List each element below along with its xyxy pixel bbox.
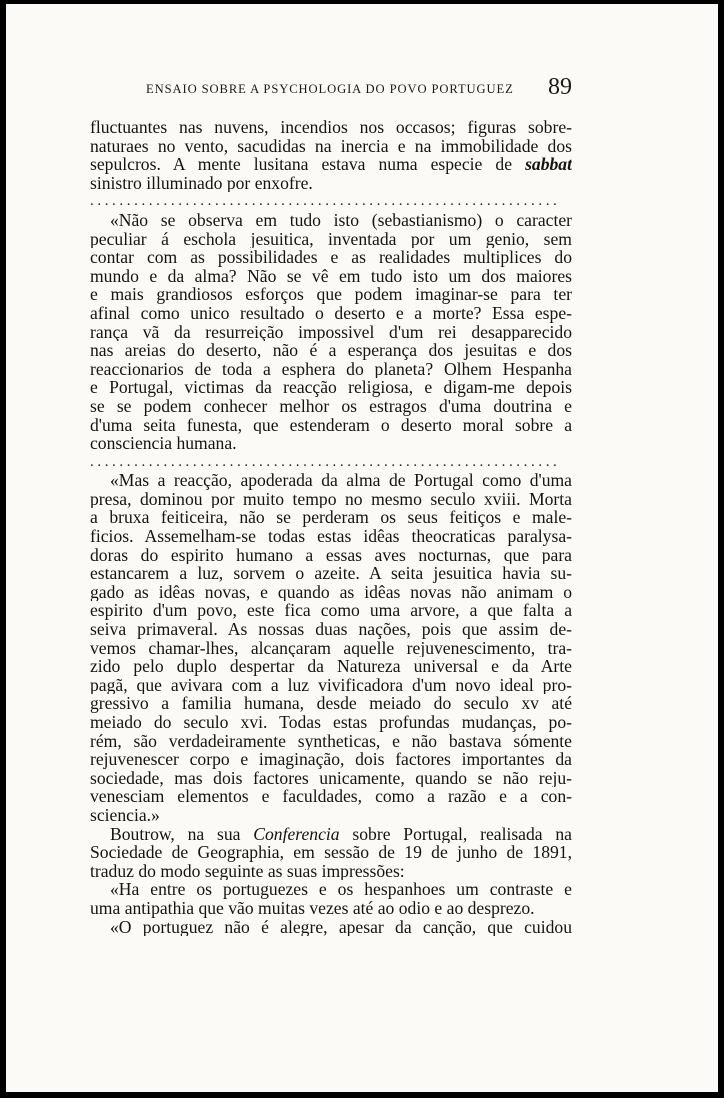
text-line: sinistro illuminado por enxofre.: [90, 173, 313, 193]
text-line: uma antipathia que vão muitas vezes até ao odio e ao desprezo.: [90, 898, 535, 918]
text-line: espirito d'um povo, este fica como uma arvore, a que falta a: [90, 601, 572, 621]
text-line: sciencia.»: [90, 805, 160, 825]
text-line: presa, dominou por muito tempo no mesmo seculo xviii. Morta: [90, 489, 572, 509]
text-span: sepulcros. A mente lusitana estava numa especie de: [90, 155, 513, 174]
text-line: venesciam elementos e faculdades, como a razão e a con-: [90, 787, 572, 806]
ellipsis-row: ................................................................: [90, 453, 561, 470]
text-line: d'uma seita funesta, que estenderam o deserto moral sobre a: [90, 415, 572, 435]
ellipsis-row: ................................................................: [90, 193, 561, 210]
page-header: [6, 74, 718, 102]
text-line: «Ha entre os portuguezes e os hespanhoes um contraste e: [110, 880, 572, 899]
text-line: estancarem a luz, sorvem o azeite. A seita jesuitica havia su-: [90, 564, 572, 583]
text-line: peculiar á eschola jesuitica, inventada por um genio, sem: [90, 229, 572, 249]
text-line: seiva primaveral. As nossas duas nações, pois que assim de-: [90, 620, 572, 639]
text-line: a bruxa feiticeira, não se perderam os seus feitiços e male-: [90, 508, 572, 528]
italic-word: Conferencia: [253, 824, 340, 844]
text-line: pagã, que avivara com a luz vivificadora d'um novo ideal pro-: [90, 675, 572, 695]
text-line: mundo e da alma? Não se vê em tudo isto um dos maiores: [90, 266, 572, 286]
text-line: zido pelo duplo despertar da Natureza universal e da Arte: [90, 657, 572, 676]
running-head: ENSAIO SOBRE A PSYCHOLOGIA DO POVO PORTUGUEZ: [146, 82, 514, 96]
text-line: se se podem conhecer melhor os estragos d'uma doutrina e: [90, 396, 572, 416]
text-line: rejuvenescer corpo e imaginação, dois factores importantes da: [90, 750, 572, 769]
text-line: [90, 155, 572, 174]
text-span: Boutrow, na sua: [110, 824, 241, 844]
book-page: [6, 4, 718, 1092]
text-line: sociedade, mas dois factores unicamente, quando se não reju-: [90, 768, 572, 788]
text-line: vemos chamar-lhes, alcançaram aquelle rejuvenescimento, tra-: [90, 638, 572, 658]
text-line: gressivo a familia humana, desde meiado do seculo xv até: [90, 694, 572, 713]
text-line: naturaes no vento, sacudidas na inercia e na immobilidade dos: [90, 136, 572, 156]
text-line: contar com as possibilidades e as realidades multiplices do: [90, 248, 572, 267]
text-line: consciencia humana.: [90, 434, 237, 453]
text-line: ficios. Assemelham-se todas estas idêas theocraticas paralysa-: [90, 527, 572, 546]
text-line: nas areias do deserto, não é a esperança dos jesuitas e dos: [90, 341, 572, 360]
text-line: gado as idêas novas, e quando as idêas novas não animam o: [90, 582, 572, 602]
page-number: 89: [548, 74, 572, 100]
text-line: «Mas a reacção, apoderada da alma de Portugal como d'uma: [110, 471, 572, 490]
text-line: Sociedade de Geographia, em sessão de 19 de junho de 1891,: [90, 843, 572, 862]
text-line: [90, 825, 572, 844]
text-line: rança vã da resurreição impossivel d'um rei desapparecido: [90, 322, 572, 342]
text-line: «Não se observa em tudo isto (sebastianismo) o caracter: [110, 210, 572, 230]
text-line: e Portugal, victimas da reacção religiosa, e digam-me depois: [90, 378, 572, 397]
text-line: traduz do modo seguinte as suas impressões:: [90, 861, 405, 881]
text-line: «O portuguez não é alegre, apesar da canção, que cuidou: [110, 917, 572, 937]
text-line: rém, são verdadeiramente syntheticas, e não bastava sómente: [90, 731, 572, 751]
text-line: afinal como unico resultado o deserto e a morte? Essa espe-: [90, 303, 572, 323]
body-text: [90, 118, 572, 936]
text-line: fluctuantes nas nuvens, incendios nos occasos; figuras sobre-: [90, 118, 572, 137]
text-line: reaccionarios de toda a esphera do planeta? Olhem Hespanha: [90, 359, 572, 379]
text-line: doras do espirito humano a essas aves nocturnas, que para: [90, 545, 572, 565]
italic-word: sabbat: [525, 155, 572, 174]
text-line: e mais grandiosos esforços que podem imaginar-se para ter: [90, 285, 572, 304]
text-line: meiado do seculo xvi. Todas estas profundas mudanças, po-: [90, 713, 572, 732]
text-span: sobre Portugal, realisada na: [352, 824, 572, 844]
